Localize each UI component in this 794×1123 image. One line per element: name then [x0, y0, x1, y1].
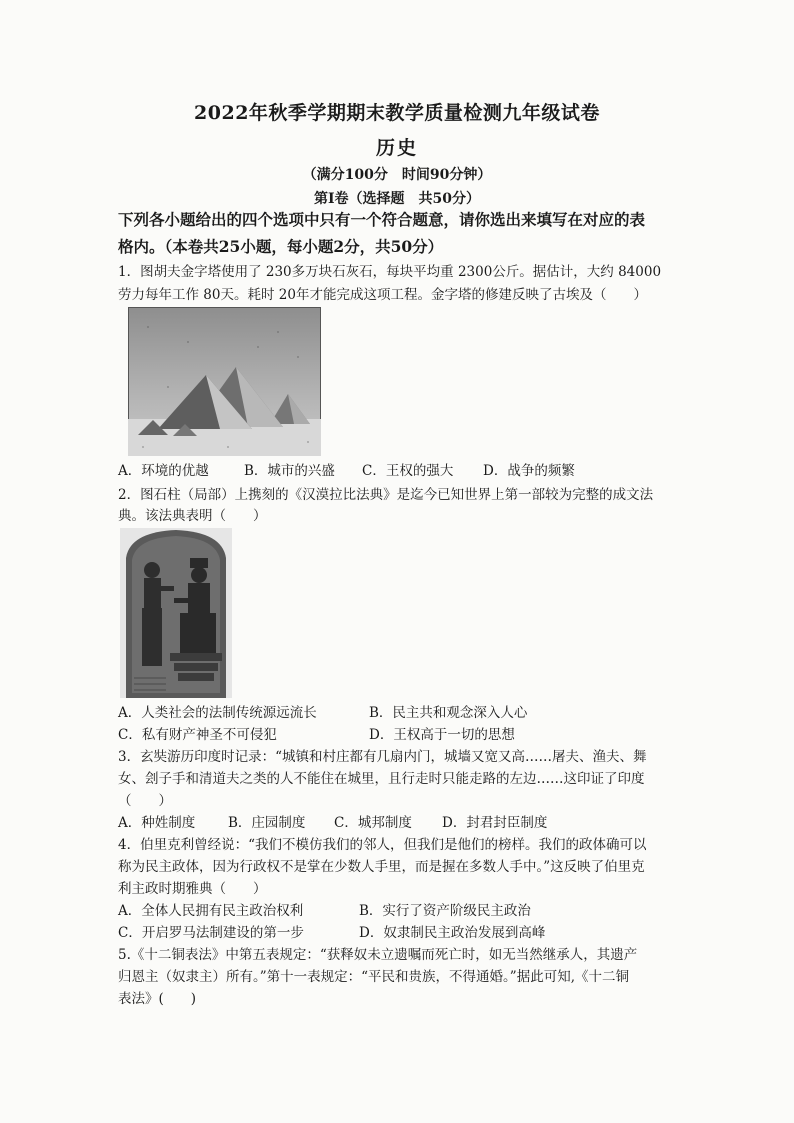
q2-option-d: D．王权高于一切的思想 — [369, 727, 515, 743]
q4-line-2: 称为民主政体，因为行政权不是掌在少数人手里，而是握在多数人手中。”这反映了伯里克 — [118, 859, 645, 875]
q4-line-1: 4．伯里克利曾经说：“我们不模仿我们的邻人，但我们是他们的榜样。我们的政体确可以 — [118, 837, 647, 853]
q4-line-3: 利主政时期雅典（ ） — [118, 881, 267, 897]
q1-option-b: B．城市的兴盛 — [244, 463, 335, 479]
q1-line-2: 劳力每年工作 80天。耗时 20年才能完成这项工程。金字塔的修建反映了古埃及（ ） — [118, 287, 647, 303]
hammurabi-stele-photo — [120, 528, 232, 698]
q3-option-b: B．庄园制度 — [228, 815, 306, 831]
q1-option-a: A．环境的优越 — [118, 463, 209, 479]
q3-option-c: C．城邦制度 — [334, 815, 412, 831]
q3-option-a: A．种姓制度 — [118, 815, 196, 831]
exam-meta: （满分100分 时间90分钟） — [302, 167, 492, 183]
instructions-line-2: 格内。（本卷共25小题，每小题2分，共50分） — [118, 237, 444, 256]
instructions-line-1: 下列各小题给出的四个选项中只有一个符合题意，请你选出来填写在对应的表 — [118, 210, 646, 229]
q4-option-b: B．实行了资产阶级民主政治 — [359, 903, 531, 919]
q1-line-1: 1．图胡夫金字塔使用了 230多万块石灰石，每块平均重 2300公斤。据估计，大约 84000 — [118, 264, 662, 280]
section-title: 第Ⅰ卷（选择题 共50分） — [313, 191, 481, 207]
q4-option-a: A．全体人民拥有民主政治权利 — [118, 903, 304, 919]
exam-title: 2022年秋季学期期末教学质量检测九年级试卷 — [194, 102, 600, 124]
q3-option-d: D．封君封臣制度 — [442, 815, 548, 831]
q1-option-d: D．战争的频繁 — [483, 463, 575, 479]
q2-line-1: 2．图石柱（局部）上携刻的《汉漠拉比法典》是迄今已知世界上第一部较为完整的成文法 — [118, 487, 654, 503]
q3-line-3: （ ） — [118, 793, 172, 809]
q5-line-2: 归恩主（奴隶主）所有。”第十一表规定：“平民和贵族，不得通婚。”据此可知,《十二铜 — [118, 969, 629, 985]
q5-line-1: 5.《十二铜表法》中第五表规定：“获释奴未立遗嘱而死亡时，如无当然继承人，其遗产 — [118, 947, 638, 963]
q5-line-3: 表法》( ) — [118, 991, 197, 1007]
q4-option-d: D．奴隶制民主政治发展到高峰 — [359, 925, 546, 941]
q2-line-2: 典。该法典表明（ ） — [118, 508, 267, 524]
subject-title: 历史 — [375, 137, 418, 159]
q2-option-c: C．私有财产神圣不可侵犯 — [118, 727, 277, 743]
q1-option-c: C．王权的强大 — [362, 463, 454, 479]
q3-line-2: 女、刽子手和清道夫之类的人不能住在城里，且行走时只能走路的左边……这印证了印度 — [118, 771, 645, 787]
q4-option-c: C．开启罗马法制建设的第一步 — [118, 925, 304, 941]
pyramids-photo — [128, 307, 321, 456]
q2-option-b: B．民主共和观念深入人心 — [369, 705, 528, 721]
q3-line-1: 3．玄奘游历印度时记录：“城镇和村庄都有几扇内门，城墙又宽又高……屠夫、渔夫、舞 — [118, 749, 647, 765]
q2-option-a: A．人类社会的法制传统源远流长 — [118, 705, 317, 721]
